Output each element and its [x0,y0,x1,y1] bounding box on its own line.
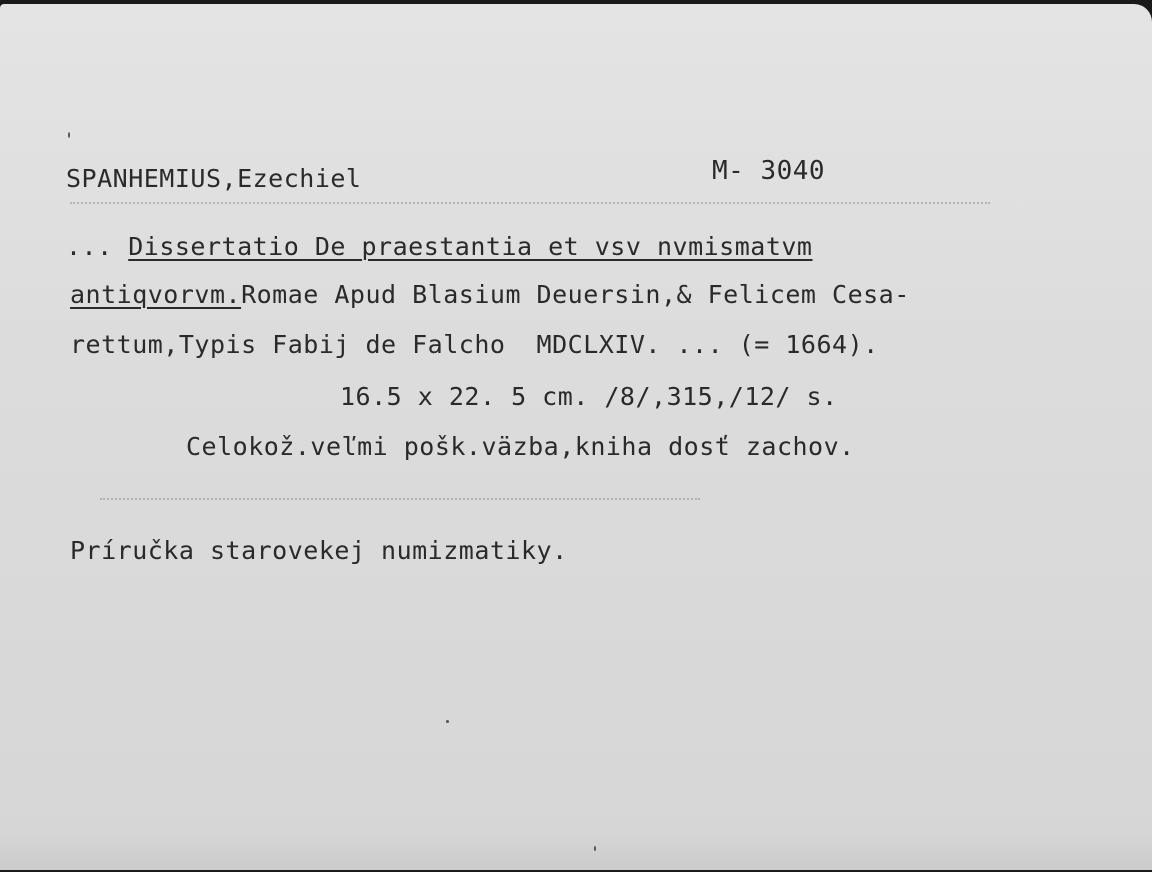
title-underlined-1: Dissertatio De praestantia et vsv nvmismatvm [128,232,813,261]
condition-note: Celokož.veľmi pošk.väzba,kniha dosť zachov. [186,432,855,461]
imprint-start: Romae Apud Blasium Deuersin,& Felicem Cesa- [241,280,910,309]
title-line-1 [66,232,812,261]
speck [68,132,70,138]
author-name: SPANHEMIUS,Ezechiel [66,164,362,193]
dotted-rule-top [70,202,990,204]
dotted-rule-bottom [100,498,700,500]
title-ellipsis: ... [66,232,129,261]
imprint-line: rettum,Typis Fabij de Falcho MDCLXIV. ... (= 1664). [70,330,879,359]
catalog-card [0,4,1152,870]
call-number: M- 3040 [712,156,826,186]
subject-note: Príručka starovekej numizmatiky. [70,536,568,565]
physical-description: 16.5 x 22. 5 cm. /8/,315,/12/ s. [340,382,838,411]
speck [594,846,596,851]
title-line-2 [70,280,910,309]
speck [446,720,449,723]
title-underlined-2: antiqvorvm. [70,280,242,309]
